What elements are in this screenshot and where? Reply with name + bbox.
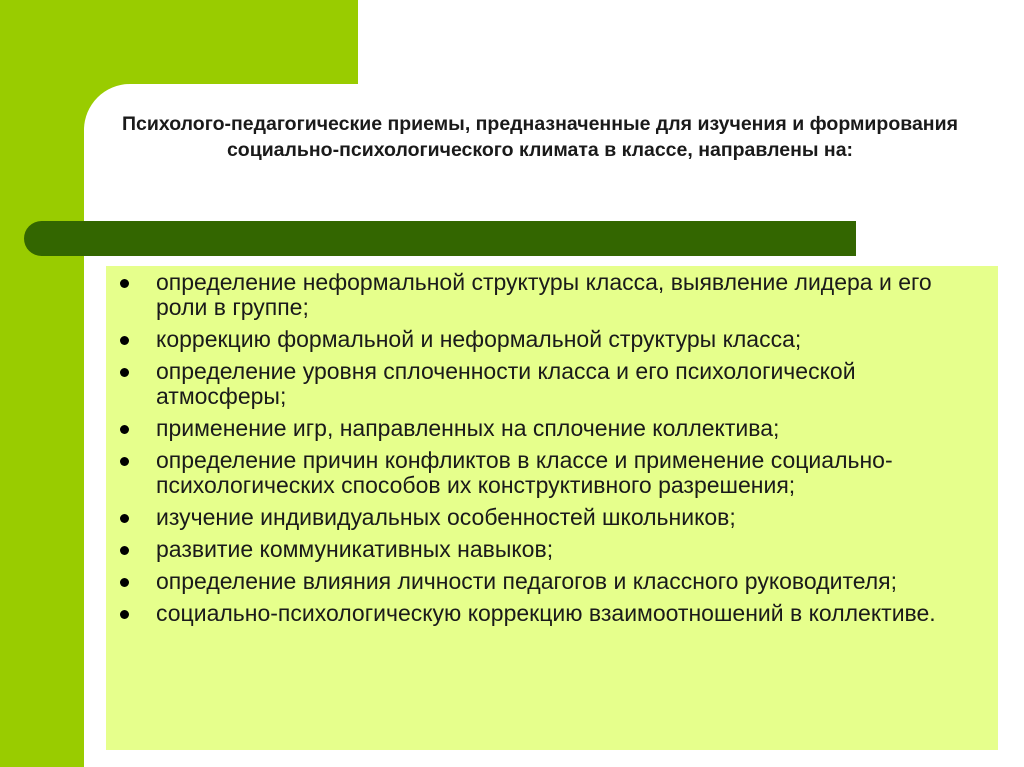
bullet-content-box: [106, 266, 998, 750]
list-item: [106, 359, 998, 409]
bullet-dot-icon: [120, 279, 129, 288]
bullet-dot-icon: [120, 368, 129, 377]
slide-title: Психолого-педагогические приемы, предназначенные для изучения и формирования социально-психологического климата в классе, направлены на:: [122, 113, 958, 161]
list-item: [106, 416, 998, 441]
list-item-text: социально-психологическую коррекцию взаимоотношений в коллективе.: [156, 600, 936, 626]
list-item: [106, 448, 998, 498]
list-item-text: изучение индивидуальных особенностей школьников;: [156, 504, 736, 530]
bullet-dot-icon: [120, 336, 129, 345]
list-item-text: развитие коммуникативных навыков;: [156, 536, 554, 562]
list-item-text: применение игр, направленных на сплочение коллектива;: [156, 415, 780, 441]
bullet-dot-icon: [120, 514, 129, 523]
bullet-dot-icon: [120, 546, 129, 555]
list-item-text: коррекцию формальной и неформальной структуры класса;: [156, 326, 802, 352]
list-item: [106, 569, 998, 594]
list-item-text: определение уровня сплоченности класса и его психологической атмосферы;: [156, 358, 856, 409]
list-item: [106, 327, 998, 352]
list-item: [106, 601, 998, 626]
bullet-list: [106, 270, 998, 633]
list-item-text: определение влияния личности педагогов и классного руководителя;: [156, 568, 898, 594]
list-item-text: определение причин конфликтов в классе и применение социально-психологических способов их конструктивного разрешения;: [156, 447, 893, 498]
list-item-text: определение неформальной структуры класса, выявление лидера и его роли в группе;: [156, 269, 932, 320]
list-item: [106, 505, 998, 530]
bullet-dot-icon: [120, 457, 129, 466]
bullet-dot-icon: [120, 610, 129, 619]
title-divider-bar: [24, 221, 856, 256]
list-item: [106, 537, 998, 562]
bullet-dot-icon: [120, 425, 129, 434]
list-item: [106, 270, 998, 320]
bullet-dot-icon: [120, 578, 129, 587]
